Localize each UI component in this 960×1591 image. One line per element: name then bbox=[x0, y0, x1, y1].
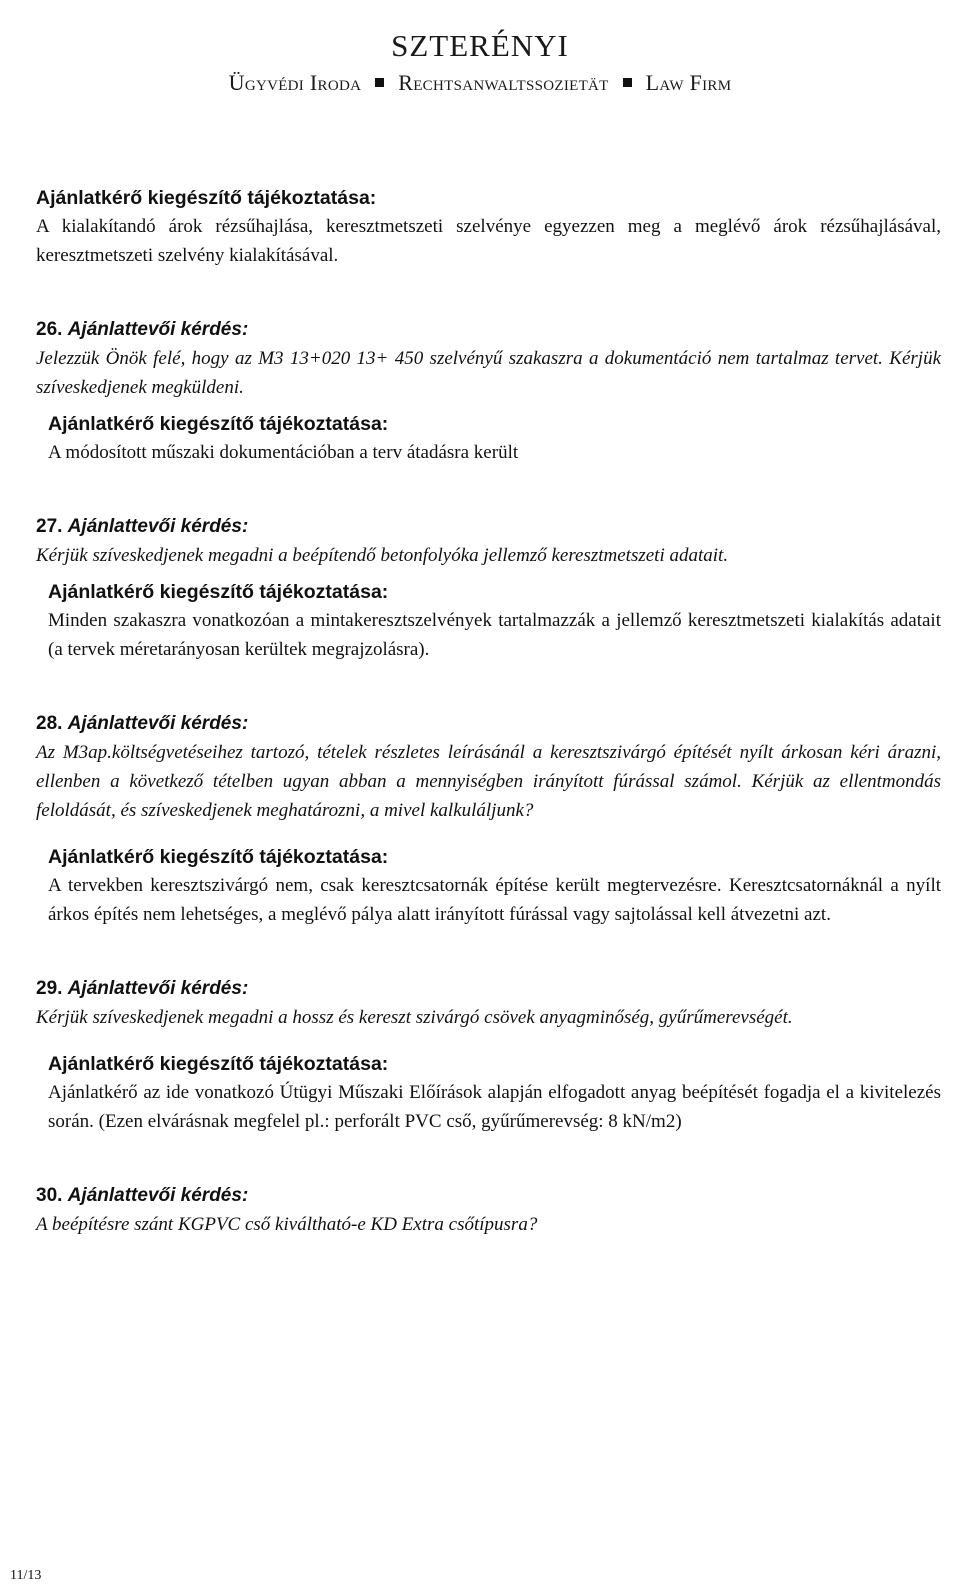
question-number: 27. bbox=[36, 516, 63, 537]
answer-heading: Ajánlatkérő kiegészítő tájékoztatása: bbox=[48, 413, 389, 435]
letterhead bbox=[0, 26, 960, 98]
question-label: Ajánlattevői kérdés: bbox=[67, 319, 249, 340]
question-number: 26. bbox=[36, 319, 63, 340]
answer-text: Minden szakaszra vonatkozóan a mintakeresztszelvények tartalmazzák a jellemző keresztmetszeti kialakítás adatait (a tervek méretarányosan kerültek megrajzolásra). bbox=[48, 610, 941, 660]
page-number: 11/13 bbox=[10, 1568, 42, 1583]
answer-text: A módosított műszaki dokumentációban a terv átadásra került bbox=[48, 442, 519, 463]
question-text: Kérjük szíveskedjenek megadni a hossz és kereszt szivárgó csövek anyagminőség, gyűrűmerevségét. bbox=[36, 1007, 793, 1028]
square-bullet-icon bbox=[375, 78, 384, 87]
answer-heading: Ajánlatkérő kiegészítő tájékoztatása: bbox=[36, 187, 377, 209]
answer-text: A tervekben keresztszivárgó nem, csak keresztcsatornák építése került megtervezésre. Keresztcsatornáknál a nyílt árkos építés nem lehetséges, a meglévő pálya alatt irányított fúrással vagy sajtolással kell átvezetni azt. bbox=[48, 875, 941, 925]
question-number: 30. bbox=[36, 1185, 63, 1206]
question-number: 29. bbox=[36, 978, 63, 999]
square-bullet-icon bbox=[623, 78, 632, 87]
answer-text: A kialakítandó árok rézsűhajlása, keresztmetszeti szelvénye egyezzen meg a meglévő árok rézsűhajlásával, keresztmetszeti szelvény kialakításával. bbox=[36, 216, 941, 266]
document-body bbox=[36, 184, 941, 1239]
firm-subtitle-hu: Ügyvédi Iroda bbox=[228, 70, 362, 95]
question-text: Jelezzük Önök felé, hogy az M3 13+020 13+ 450 szelvényű szakaszra a dokumentáció nem tartalmaz tervet. Kérjük szíveskedjenek megküldeni. bbox=[36, 348, 941, 398]
answer-heading: Ajánlatkérő kiegészítő tájékoztatása: bbox=[48, 846, 389, 868]
firm-name: SZTERÉNYI bbox=[391, 28, 569, 63]
question-label: Ajánlattevői kérdés: bbox=[67, 516, 249, 537]
question-heading bbox=[36, 710, 941, 738]
question-text: A beépítésre szánt KGPVC cső kiváltható-e KD Extra csőtípusra? bbox=[36, 1214, 538, 1235]
question-label: Ajánlattevői kérdés: bbox=[67, 1185, 249, 1206]
question-number: 28. bbox=[36, 713, 63, 734]
question-text: Az M3ap.költségvetéseihez tartozó, tételek részletes leírásánál a keresztszivárgó építését nyílt árkosan kéri árazni, ellenben a következő tételben ugyan abban a mennyiségben irányított fúrással számol. Kérjük az ellentmondás feloldását, és szíveskedjenek meghatározni, a mivel kalkuláljunk? bbox=[36, 742, 941, 821]
question-label: Ajánlattevői kérdés: bbox=[67, 713, 249, 734]
question-heading bbox=[36, 316, 941, 344]
answer-text: Ajánlatkérő az ide vonatkozó Útügyi Műszaki Előírások alapján elfogadott anyag beépítését fogadja el a kivitelezés során. (Ezen elvárásnak megfelel pl.: perforált PVC cső, gyűrűmerevség: 8 kN/m2) bbox=[48, 1082, 941, 1132]
question-heading bbox=[36, 975, 941, 1003]
firm-subtitle-en: Law Firm bbox=[645, 70, 732, 95]
answer-heading: Ajánlatkérő kiegészítő tájékoztatása: bbox=[48, 581, 389, 603]
question-heading bbox=[36, 513, 941, 541]
firm-subtitle-de: Rechtsanwaltssozietät bbox=[398, 70, 609, 95]
answer-heading: Ajánlatkérő kiegészítő tájékoztatása: bbox=[48, 1053, 389, 1075]
question-label: Ajánlattevői kérdés: bbox=[67, 978, 249, 999]
question-heading bbox=[36, 1182, 941, 1210]
question-text: Kérjük szíveskedjenek megadni a beépítendő betonfolyóka jellemző keresztmetszeti adatait. bbox=[36, 545, 729, 566]
firm-subtitle bbox=[0, 68, 960, 98]
